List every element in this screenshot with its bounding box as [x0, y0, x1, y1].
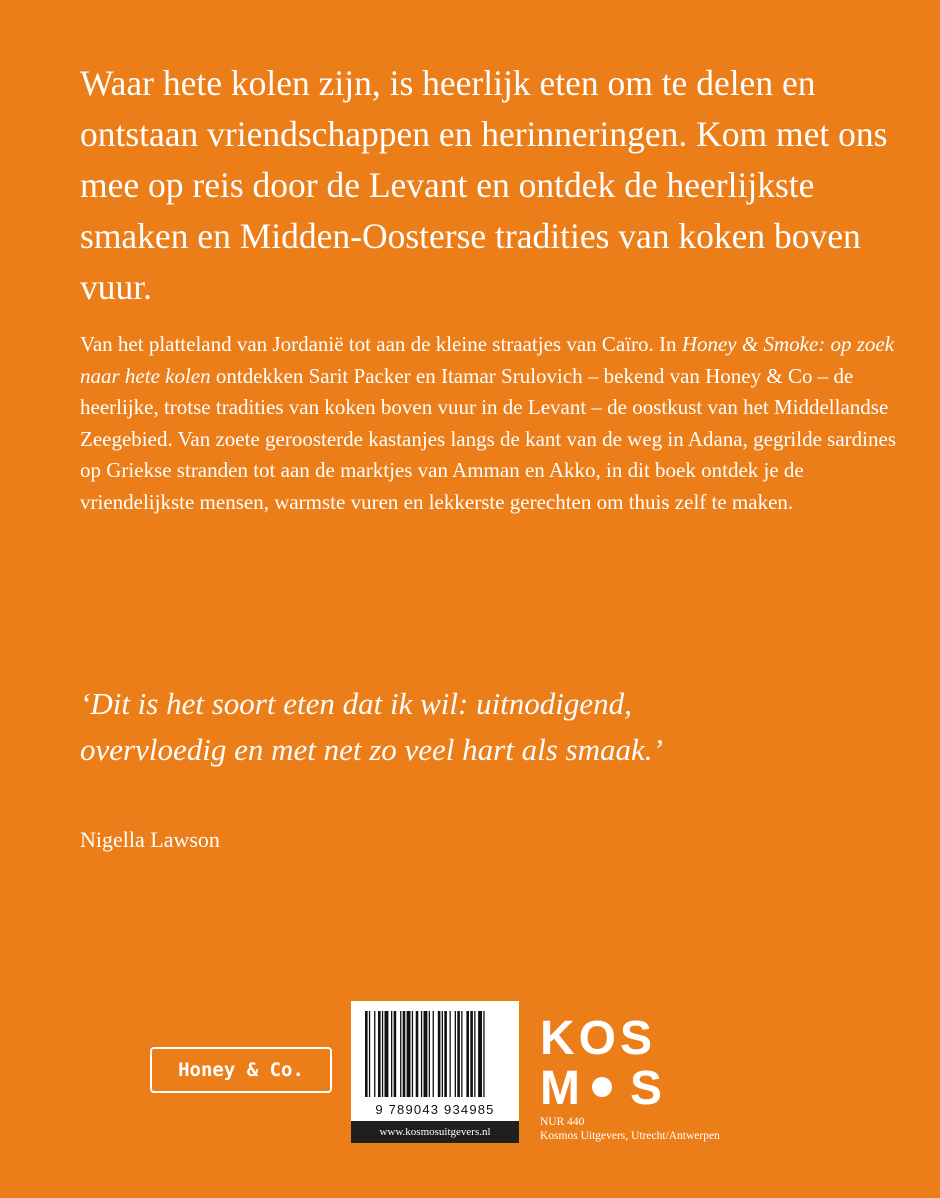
barcode — [351, 1001, 519, 1127]
barcode-bar — [369, 1011, 370, 1097]
publisher-name: Kosmos Uitgevers, Utrecht/Antwerpen — [540, 1130, 720, 1142]
intro-paragraph: Waar hete kolen zijn, is heerlijk eten om te delen en ontstaan vriendschappen en herinneringen. Kom met ons mee op reis door de Levant en ontdek de heerlijkste smaken en Midden-Oosterse tradities van koken boven vuur. — [80, 63, 888, 307]
kosmos-logo-m: M — [540, 1062, 580, 1112]
barcode-bar — [385, 1011, 389, 1097]
body-line-1: Van het platteland van Jordanië tot aan de kleine straatjes van Caïro. — [80, 332, 654, 356]
body-paragraph — [80, 329, 910, 518]
barcode-bar — [474, 1011, 475, 1097]
nur-code: NUR 440 — [540, 1116, 585, 1128]
barcode-bar — [444, 1011, 447, 1097]
barcode-bar — [424, 1011, 428, 1097]
barcode-bar — [457, 1011, 460, 1097]
barcode-bar — [412, 1011, 413, 1097]
barcode-bar — [374, 1011, 375, 1097]
kosmos-logo-top: KOS — [540, 1012, 657, 1065]
barcode-bar — [421, 1011, 422, 1097]
isbn-number: 9 789043 934985 — [375, 1102, 495, 1117]
barcode-bar — [470, 1011, 473, 1097]
quote-author: Nigella Lawson — [80, 827, 220, 852]
publisher-url: www.kosmosuitgevers.nl — [351, 1121, 519, 1143]
honey-and-co-logo-text: Honey & Co. — [178, 1059, 304, 1081]
barcode-bar — [478, 1011, 482, 1097]
kosmos-logo-s: S — [630, 1062, 663, 1112]
barcode-bar — [466, 1011, 469, 1097]
honey-and-co-logo — [150, 1047, 332, 1093]
barcode-bar — [461, 1011, 462, 1097]
barcode-bar — [450, 1011, 451, 1097]
barcode-bar — [416, 1011, 419, 1097]
barcode-bar — [407, 1011, 411, 1097]
barcode-bars — [351, 1001, 519, 1101]
barcode-bar — [438, 1011, 441, 1097]
barcode-bar — [442, 1011, 443, 1097]
barcode-bar — [391, 1011, 392, 1097]
kosmos-logo — [540, 1012, 680, 1112]
barcode-bar — [400, 1011, 401, 1097]
body-line-2-rest: ontdekken Sarit Packer en Itamar Srulovich – bekend van Honey & Co – de heerlijke, trotse tradities van koken boven vuur in de Levant – de oostkust van het Middellandse Zeegebied. Van zoete geroosterde kastanjes langs de kant van de weg in Adana, gegrilde sardines op Griekse stranden tot aan de marktjes van Amman en Akko, in dit boek ontdek je de vriendelijkste mensen, warmste vuren en lekkerste gerechten om thuis zelf te maken. — [80, 363, 896, 514]
book-title: Honey & Smoke: op zoek naar hete kolen — [80, 332, 895, 388]
barcode-bar — [429, 1011, 430, 1097]
barcode-bar — [394, 1011, 397, 1097]
review-quote: ‘Dit is het soort eten dat ik wil: uitnodigend, overvloedig en met net zo veel hart als smaak.’ — [80, 686, 663, 767]
body-line-2-prefix: In — [659, 332, 677, 356]
barcode-bar — [455, 1011, 456, 1097]
barcode-bar — [403, 1011, 406, 1097]
barcode-bar — [483, 1011, 484, 1097]
barcode-bar — [382, 1011, 383, 1097]
barcode-bar — [365, 1011, 368, 1097]
kosmos-logo-dot — [592, 1077, 612, 1097]
barcode-bar — [378, 1011, 381, 1097]
barcode-bar — [433, 1011, 434, 1097]
